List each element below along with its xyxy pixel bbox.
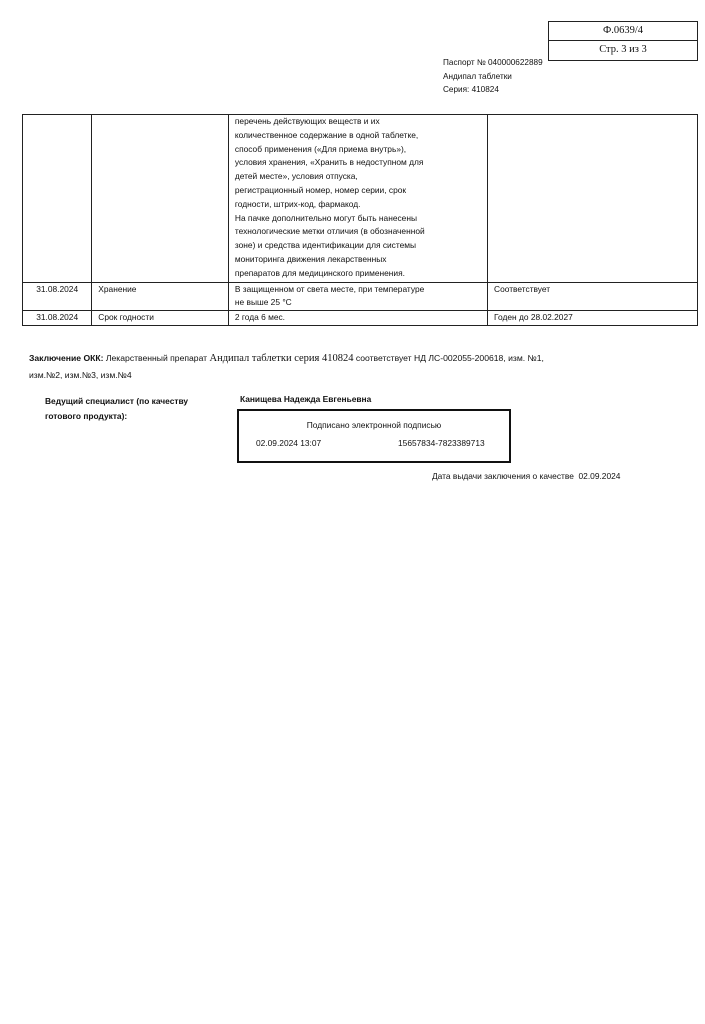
- passport-number: Паспорт № 040000622889: [443, 58, 543, 67]
- form-code-box: [548, 21, 698, 61]
- specialist-role-line: Ведущий специалист (по качеству: [45, 396, 189, 406]
- signature-certificate: 15657834-7823389713: [398, 438, 485, 448]
- passport-product: Андипал таблетки: [443, 71, 512, 81]
- specialist-role: [45, 394, 188, 424]
- cell-result: Соответствует: [488, 282, 698, 311]
- conclusion-text: Лекарственный препарат: [105, 353, 208, 363]
- requirement-line: годности, штрих-код, фармакод.: [234, 198, 361, 209]
- page-number: Стр. 3 из 3: [549, 40, 697, 59]
- requirement-line: перечень действующих веществ и их: [234, 116, 380, 126]
- table-row: [23, 282, 698, 311]
- form-code: Ф.0639/4: [602, 25, 644, 36]
- electronic-signature-box: [237, 409, 511, 463]
- passport-header: [443, 56, 543, 97]
- conclusion-line-2: изм.№2, изм.№3, изм.№4: [29, 370, 132, 380]
- specialist-name: Канищева Надежда Евгеньевна: [240, 394, 372, 404]
- cell-requirement: [228, 115, 487, 283]
- conclusion-norm: соответствует НД ЛС-002055-200618, изм. №1,: [355, 353, 544, 363]
- conclusion-line: [29, 350, 679, 367]
- cell-indicator: Хранение: [92, 282, 229, 311]
- requirement-line: 2 года 6 мес.: [234, 312, 286, 323]
- passport-series: Серия: 410824: [443, 85, 499, 94]
- conclusion: [29, 350, 679, 383]
- requirement-line: регистрационный номер, номер серии, срок: [234, 184, 407, 195]
- requirement-line: количественное содержание в одной таблетке,: [234, 129, 419, 140]
- cell-requirement: [228, 282, 487, 311]
- cell-indicator: Срок годности: [92, 311, 229, 326]
- issue-date: 02.09.2024: [578, 471, 621, 481]
- cell-indicator: [92, 115, 229, 283]
- signature-datetime: 02.09.2024 13:07: [256, 438, 322, 448]
- table-row: [23, 115, 698, 283]
- cell-date: 31.08.2024: [23, 311, 92, 326]
- specialist-role-line: готового продукта):: [45, 411, 128, 421]
- quality-table: [22, 114, 698, 326]
- issue-date-line: [432, 471, 620, 481]
- requirement-line: зоне) и средства идентификации для системы: [234, 240, 417, 251]
- requirement-line: мониторинга движения лекарственных: [234, 253, 387, 264]
- signature-title: Подписано электронной подписью: [306, 420, 442, 430]
- requirement-line: В защищенном от света месте, при температуре: [234, 283, 425, 294]
- requirement-line: условия хранения, «Хранить в недоступном для: [234, 157, 424, 168]
- conclusion-label: Заключение ОКК:: [29, 353, 104, 363]
- cell-date: [23, 115, 92, 283]
- conclusion-product: Андипал таблетки серия 410824: [209, 353, 354, 364]
- cell-date: 31.08.2024: [23, 282, 92, 311]
- requirement-line: не выше 25 °С: [234, 297, 292, 308]
- issue-label: Дата выдачи заключения о качестве: [432, 471, 574, 481]
- cell-result: Годен до 28.02.2027: [488, 311, 698, 326]
- table-row: [23, 311, 698, 326]
- requirement-line: препаратов для медицинского применения.: [234, 267, 405, 278]
- cell-requirement: [228, 311, 487, 326]
- cell-result: [488, 115, 698, 283]
- requirement-line: детей месте», условия отпуска,: [234, 171, 358, 182]
- requirement-line: способ применения («Для приема внутрь»),: [234, 143, 407, 154]
- requirement-line: технологические метки отличия (в обозначенной: [234, 226, 425, 237]
- requirement-line: На пачке дополнительно могут быть нанесены: [234, 212, 417, 223]
